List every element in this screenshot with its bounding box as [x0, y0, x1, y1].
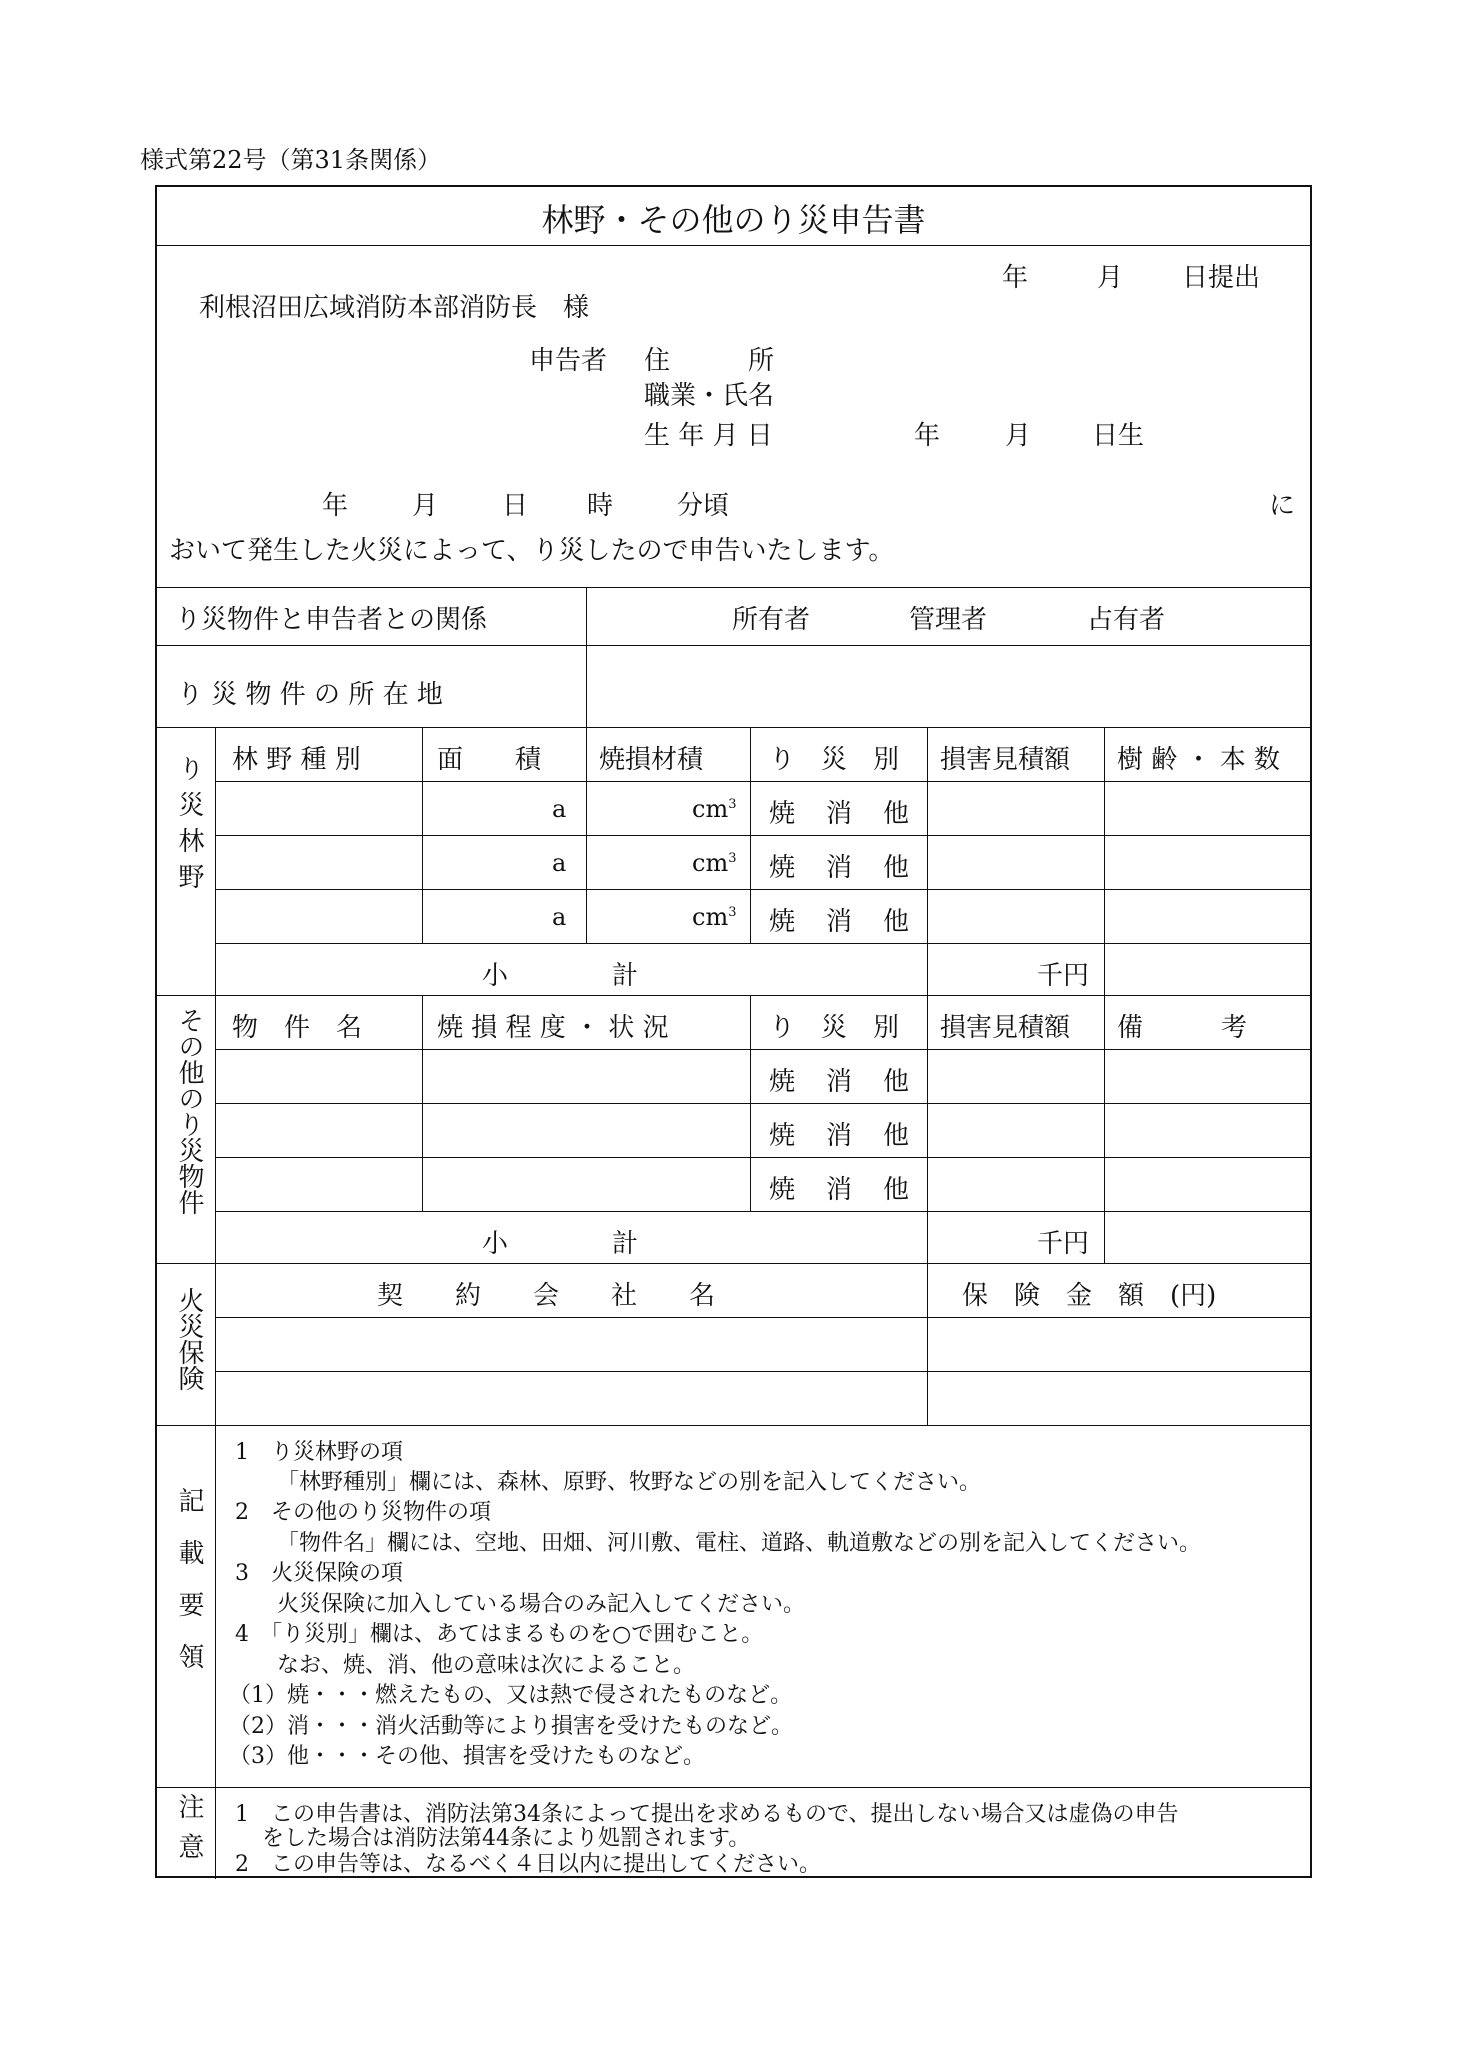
other-header-damage: り 災 別	[769, 1013, 900, 1043]
instruction-line-11: （3）他・・・その他、損害を受けたものなど。	[229, 1744, 705, 1769]
note-line-1: 1 この申告書は、消防法第34条によって提出を求めるもので、提出しない場合又は虚偽の申告	[235, 1802, 1179, 1827]
damage-extinguish[interactable]: 消	[825, 853, 852, 883]
other-side-label: その他のり災物件	[174, 1007, 204, 1215]
submit-day-label: 日提出	[1182, 263, 1261, 293]
damage-extinguish[interactable]: 消	[825, 1067, 852, 1097]
damage-burn[interactable]: 焼	[769, 799, 796, 829]
instructions-side-label: 記載要領	[174, 1487, 204, 1695]
forest-subtotal-unit: 千円	[1037, 961, 1090, 991]
other-row-3-damage-options	[769, 1169, 909, 1206]
note-line-2: をした場合は消防法第44条により処罰されます。	[262, 1826, 751, 1851]
instruction-line-9: （1）焼・・・燃えたもの、又は熱で侵されたものなど。	[229, 1683, 793, 1708]
forest-header-damage: り 災 別	[769, 745, 900, 775]
damage-other[interactable]: 他	[882, 1175, 909, 1205]
forest-row-3-area-unit: a	[552, 903, 567, 931]
address-label: 住 所	[644, 346, 775, 376]
instruction-line-3: 2 その他のり災物件の項	[235, 1500, 491, 1525]
forest-row-2-area-unit: a	[552, 849, 567, 877]
forest-side-label: り災林野	[174, 755, 204, 899]
birth-day-label: 日生	[1092, 421, 1145, 451]
birthdate-label: 生 年 月 日	[644, 421, 773, 451]
other-header-name: 物 件 名	[232, 1013, 363, 1043]
forest-row-3-volume-unit: $cm^3$	[692, 903, 737, 931]
damage-burn[interactable]: 焼	[769, 853, 796, 883]
other-header-extent: 焼 損 程 度 ・ 状 況	[437, 1013, 669, 1043]
damage-burn[interactable]: 焼	[769, 1175, 796, 1205]
damage-other[interactable]: 他	[882, 1121, 909, 1151]
instruction-line-8: なお、焼、消、他の意味は次によること。	[277, 1653, 696, 1678]
other-row-1-damage-options	[769, 1061, 909, 1098]
damage-burn[interactable]: 焼	[769, 1121, 796, 1151]
instruction-line-4: 「物件名」欄には、空地、田畑、河川敷、電柱、道路、軌道敷などの別を記入してください。	[277, 1531, 1202, 1556]
forest-subtotal-label: 小 計	[482, 961, 639, 991]
forest-row-3-damage-options	[769, 901, 909, 938]
insurance-side-label: 火災保険	[174, 1287, 204, 1391]
occupation-name-label: 職業・氏名	[644, 381, 775, 411]
damage-other[interactable]: 他	[882, 853, 909, 883]
forest-row-2-volume-unit: $cm^3$	[692, 849, 737, 877]
addressee: 利根沼田広域消防本部消防長 様	[199, 293, 590, 323]
fire-hour-label: 時	[587, 491, 614, 521]
forest-header-volume: 焼損材積	[599, 745, 704, 775]
forest-header-type: 林 野 種 別	[232, 745, 361, 775]
damage-extinguish[interactable]: 消	[825, 1121, 852, 1151]
relation-occupant: 占有者	[1087, 605, 1166, 635]
other-header-remarks: 備 考	[1117, 1013, 1248, 1043]
location-label: り 災 物 件 の 所 在 地	[177, 680, 443, 710]
relation-manager: 管理者	[909, 605, 988, 635]
statement-text: おいて発生した火災によって、り災したので申告いたします。	[169, 536, 895, 566]
damage-burn[interactable]: 焼	[769, 907, 796, 937]
note-line-3: 2 この申告等は、なるべく４日以内に提出してください。	[235, 1852, 821, 1877]
forest-row-1-area-unit: a	[552, 795, 567, 823]
insurance-amount-header: 保 険 金 額 (円)	[962, 1281, 1217, 1311]
instruction-line-1: 1 り災林野の項	[235, 1440, 403, 1465]
birth-month-label: 月	[1005, 421, 1032, 451]
forest-row-1-volume-unit: $cm^3$	[692, 795, 737, 823]
instruction-line-6: 火災保険に加入している場合のみ記入してください。	[277, 1592, 806, 1617]
relation-owner: 所有者	[732, 605, 811, 635]
instruction-line-7: 4 「り災別」欄は、あてはまるものを○で囲むこと。	[235, 1622, 764, 1647]
damage-burn[interactable]: 焼	[769, 1067, 796, 1097]
damage-other[interactable]: 他	[882, 799, 909, 829]
birth-year-label: 年	[914, 421, 941, 451]
instruction-line-5: 3 火災保険の項	[235, 1561, 403, 1586]
forest-row-1-damage-options	[769, 793, 909, 830]
damage-extinguish[interactable]: 消	[825, 907, 852, 937]
submit-year-label: 年	[1002, 263, 1029, 293]
instruction-line-2: 「林野種別」欄には、森林、原野、牧野などの別を記入してください。	[277, 1470, 982, 1495]
forest-row-2-damage-options	[769, 847, 909, 884]
other-subtotal-label: 小 計	[482, 1229, 639, 1259]
insurance-company-header: 契 約 会 社 名	[377, 1281, 716, 1311]
fire-minute-label: 分頃	[677, 491, 730, 521]
fire-day-label: 日	[502, 491, 529, 521]
forest-header-area: 面 積	[437, 745, 542, 775]
declarant-label: 申告者	[529, 346, 608, 376]
form-title: 林野・その他のり災申告書	[541, 201, 926, 239]
damage-other[interactable]: 他	[882, 1067, 909, 1097]
damage-extinguish[interactable]: 消	[825, 1175, 852, 1205]
damage-extinguish[interactable]: 消	[825, 799, 852, 829]
statement-ni: に	[1269, 491, 1296, 521]
fire-year-label: 年	[322, 491, 349, 521]
fire-month-label: 月	[412, 491, 439, 521]
forest-header-estimate: 損害見積額	[940, 745, 1071, 775]
form-number: 様式第22号（第31条関係）	[140, 146, 442, 174]
other-row-2-damage-options	[769, 1115, 909, 1152]
declaration-form	[155, 185, 1312, 1878]
other-subtotal-unit: 千円	[1037, 1229, 1090, 1259]
submit-month-label: 月	[1097, 263, 1124, 293]
other-header-estimate: 損害見積額	[940, 1013, 1071, 1043]
damage-other[interactable]: 他	[882, 907, 909, 937]
instruction-line-10: （2）消・・・消火活動等により損害を受けたものなど。	[229, 1714, 793, 1739]
relation-label: り災物件と申告者との関係	[175, 605, 488, 635]
notes-side-label: 注意	[174, 1793, 204, 1873]
forest-header-age-count: 樹 齢 ・ 本 数	[1117, 745, 1281, 775]
